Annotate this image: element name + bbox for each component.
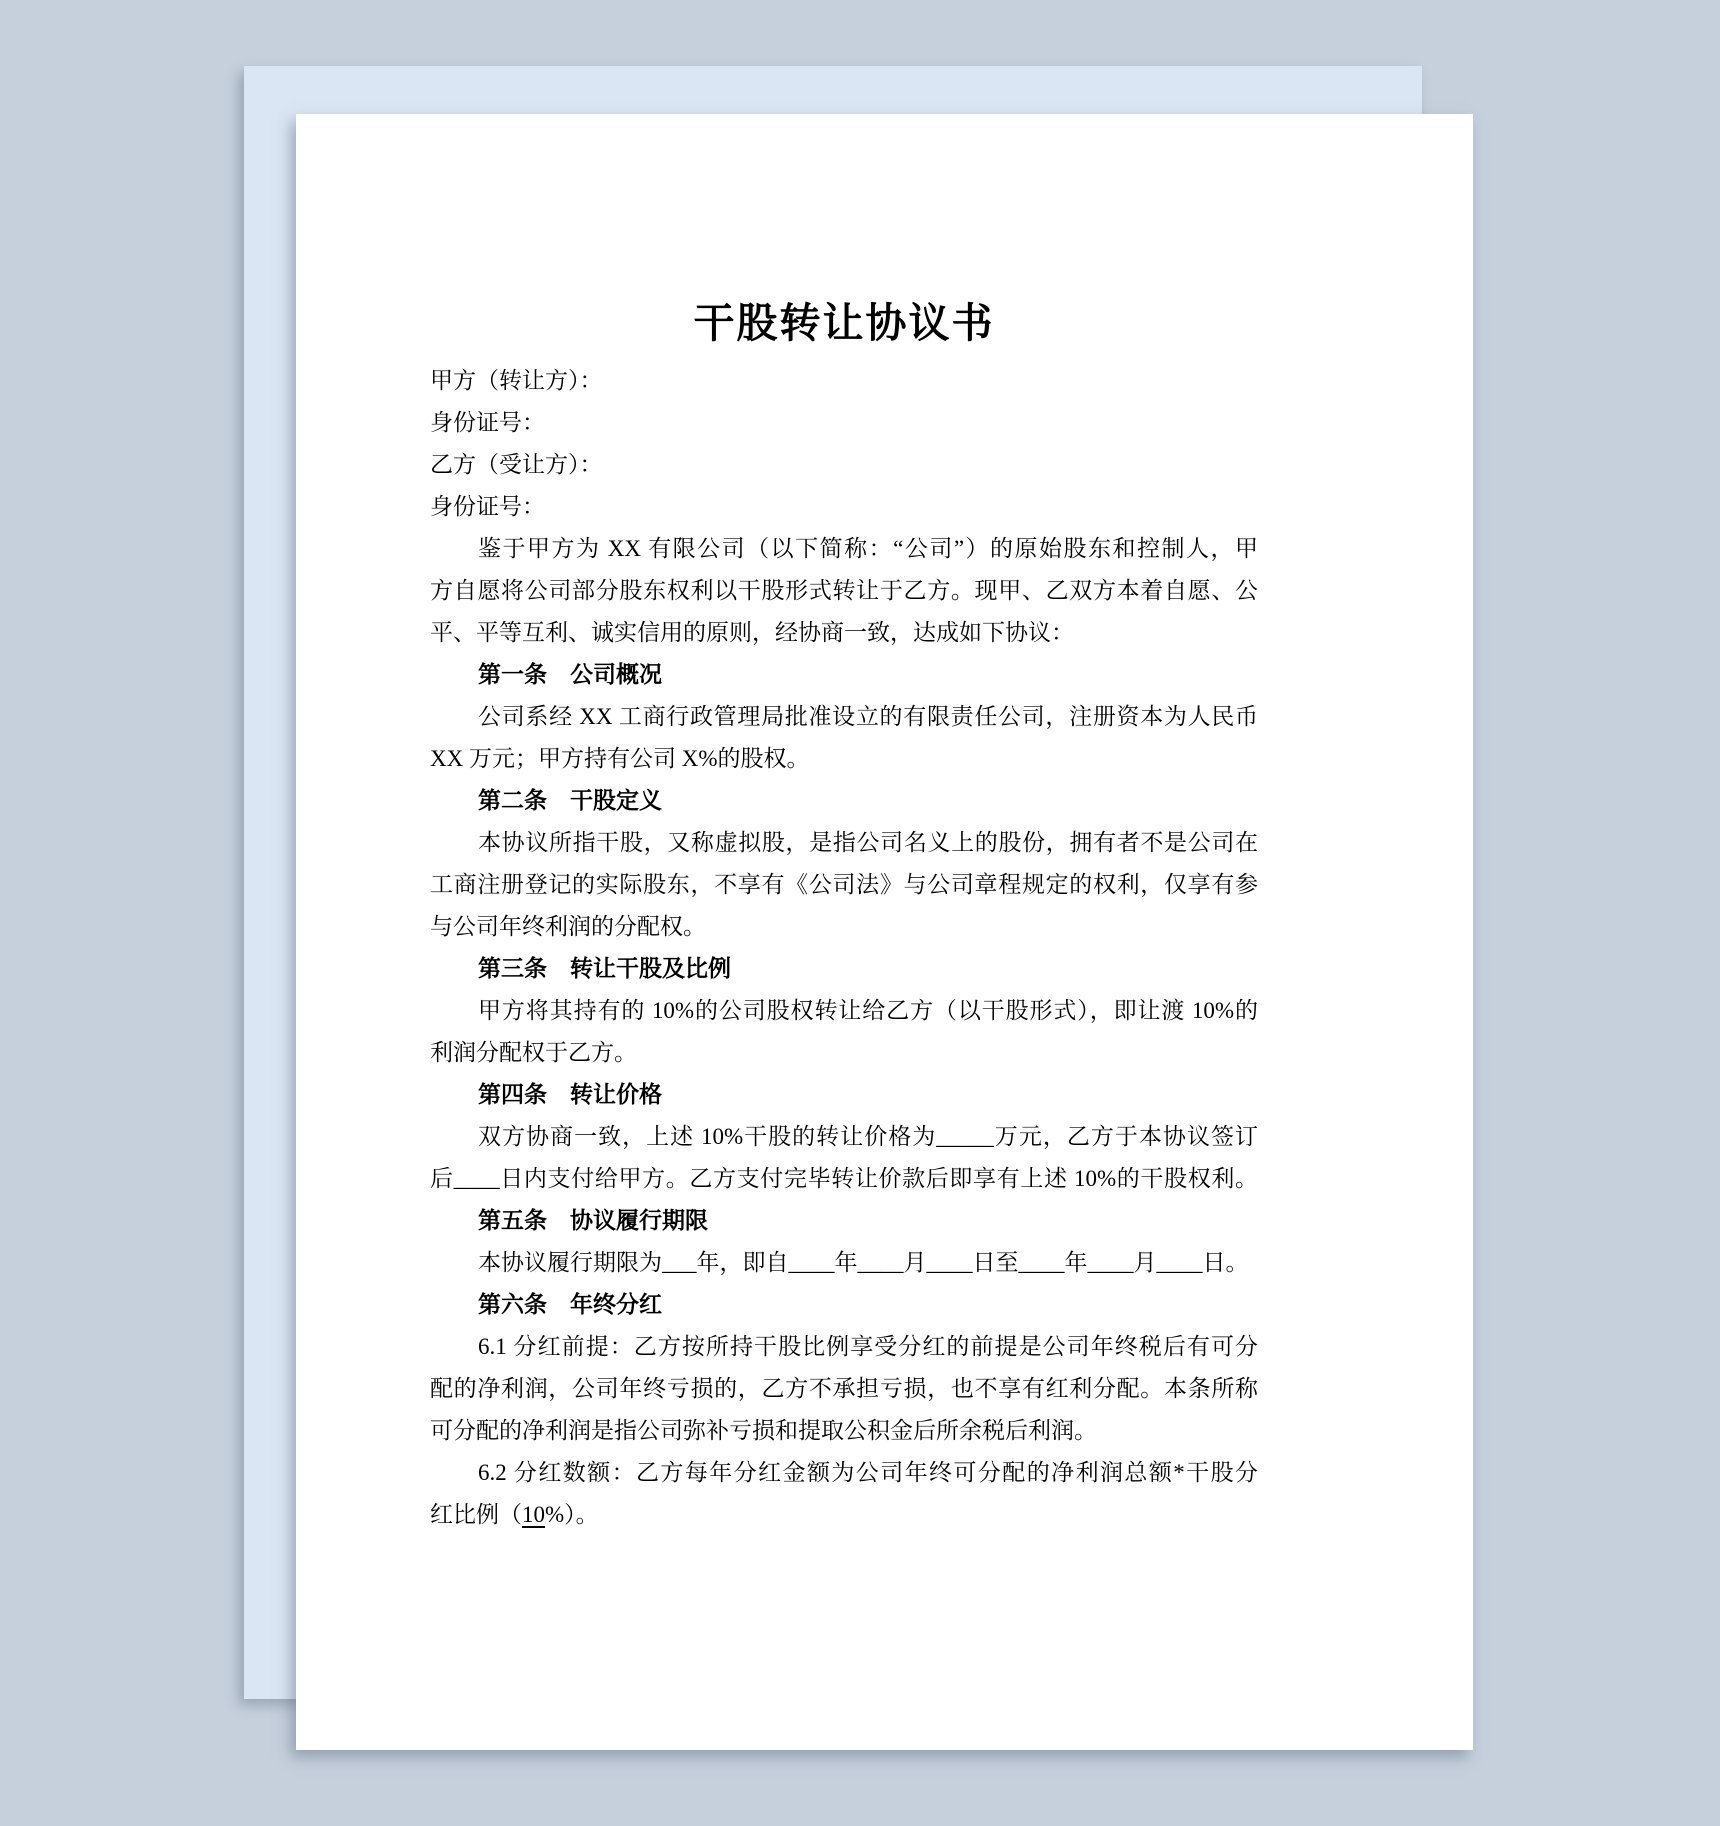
document-line: 第五条 协议履行期限	[478, 1208, 708, 1233]
document-line: 双方协商一致，上述 10%干股的转让价格为_____万元，乙方于本协议签订	[478, 1124, 1258, 1149]
document-line: 工商注册登记的实际股东，不享有《公司法》与公司章程规定的权利，仅享有参	[430, 872, 1258, 897]
document-line: 身份证号：	[430, 494, 545, 519]
document-line: XX 万元；甲方持有公司 X%的股权。	[430, 746, 810, 771]
document-line: 后____日内支付给甲方。乙方支付完毕转让价款后即享有上述 10%的干股权利。	[430, 1166, 1258, 1191]
document-line: 公司系经 XX 工商行政管理局批准设立的有限责任公司，注册资本为人民币	[478, 704, 1258, 729]
document-line: 本协议履行期限为___年，即自____年____月____日至____年____月____日。	[478, 1250, 1249, 1275]
document-line	[430, 1494, 1258, 1536]
document-line: 6.1 分红前提：乙方按所持干股比例享受分红的前提是公司年终税后有可分	[478, 1334, 1258, 1359]
text-segment: %）。	[545, 1502, 599, 1527]
document-page	[296, 114, 1473, 1750]
document-line: 与公司年终利润的分配权。	[430, 914, 706, 939]
document-line: 配的净利润，公司年终亏损的，乙方不承担亏损，也不享有红利分配。本条所称	[430, 1376, 1258, 1401]
document-line: 第一条 公司概况	[478, 662, 662, 687]
document-line: 方自愿将公司部分股东权利以干股形式转让于乙方。现甲、乙双方本着自愿、公	[430, 578, 1258, 603]
document-line: 第六条 年终分红	[478, 1292, 662, 1317]
document-line: 本协议所指干股，又称虚拟股，是指公司名义上的股份，拥有者不是公司在	[478, 830, 1258, 855]
document-body	[430, 360, 1258, 1536]
document-content	[296, 114, 1473, 1536]
document-line: 身份证号：	[430, 410, 545, 435]
document-line: 6.2 分红数额：乙方每年分红金额为公司年终可分配的净利润总额*干股分	[478, 1460, 1258, 1485]
document-line: 利润分配权于乙方。	[430, 1040, 637, 1065]
document-line: 可分配的净利润是指公司弥补亏损和提取公积金后所余税后利润。	[430, 1418, 1097, 1443]
document-line: 甲方（转让方）：	[430, 368, 603, 393]
underlined-text: 10	[522, 1502, 545, 1527]
document-line: 鉴于甲方为 XX 有限公司（以下简称：“公司”）的原始股东和控制人，甲	[478, 536, 1258, 561]
document-line: 甲方将其持有的 10%的公司股权转让给乙方（以干股形式），即让渡 10%的	[478, 998, 1258, 1023]
document-line: 平、平等互利、诚实信用的原则，经协商一致，达成如下协议：	[430, 620, 1074, 645]
document-line: 第二条 干股定义	[478, 788, 662, 813]
document-line: 第三条 转让干股及比例	[478, 956, 731, 981]
document-title: 干股转让协议书	[693, 300, 995, 346]
document-line: 乙方（受让方）：	[430, 452, 603, 477]
text-segment: 红比例（	[430, 1502, 522, 1527]
document-line: 第四条 转让价格	[478, 1082, 662, 1107]
